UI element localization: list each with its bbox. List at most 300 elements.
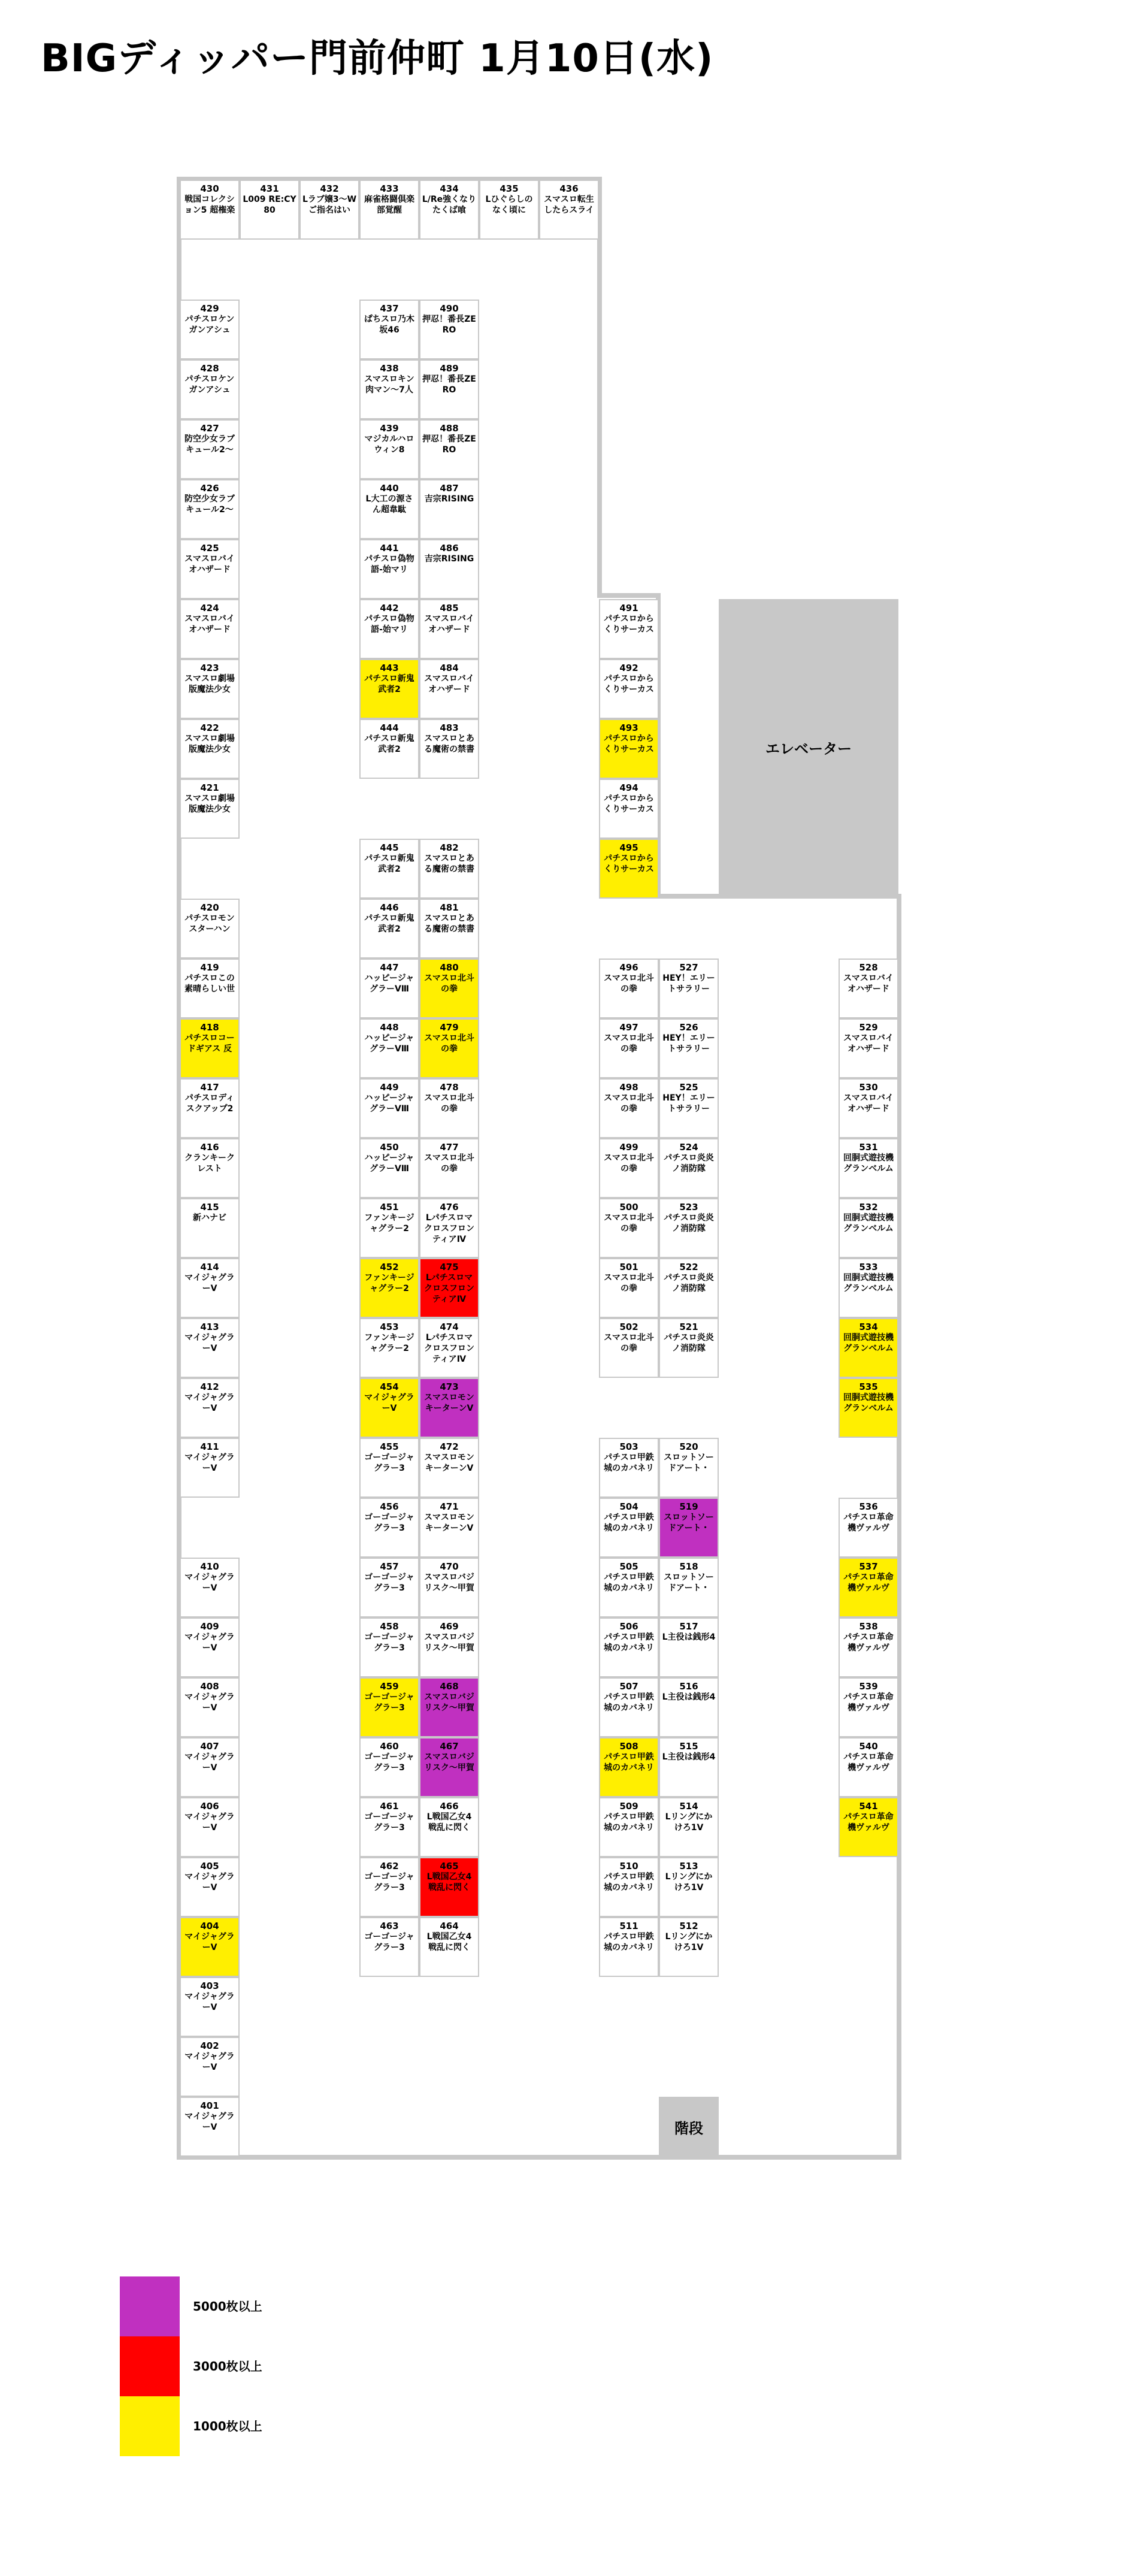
machine-name: L主役は銭形4: [662, 1632, 716, 1642]
machine-454[interactable]: [359, 1378, 419, 1438]
machine-473[interactable]: [419, 1378, 479, 1438]
machine-name: ゴーゴージャグラー3: [364, 1932, 414, 1952]
machine-number: 531: [859, 1142, 878, 1153]
machine-name: スマスロ北斗の拳: [424, 1153, 474, 1174]
machine-499[interactable]: [599, 1138, 659, 1198]
machine-name: ハッピージャグラーVⅢ: [364, 1033, 414, 1054]
machine-number: 478: [440, 1082, 459, 1093]
machine-404[interactable]: [180, 1917, 240, 1977]
machine-name: マイジャグラーV: [184, 1573, 235, 1593]
machine-451[interactable]: [359, 1198, 419, 1258]
machine-name: パチスロ甲鉄城のカバネリ: [604, 1812, 654, 1833]
machine-name: スマスロモンキーターンV: [424, 1393, 474, 1413]
machine-447[interactable]: [359, 959, 419, 1018]
machine-492[interactable]: [599, 659, 659, 719]
machine-415[interactable]: [180, 1198, 240, 1258]
machine-number: 497: [619, 1022, 638, 1033]
machine-526[interactable]: [659, 1018, 719, 1078]
machine-number: 528: [859, 962, 878, 973]
machine-name: ファンキージャグラー2: [364, 1213, 414, 1233]
machine-number: 461: [380, 1801, 399, 1812]
machine-number: 536: [859, 1501, 878, 1512]
machine-number: 521: [679, 1322, 698, 1332]
machine-471[interactable]: [419, 1498, 479, 1558]
machine-name: マイジャグラーV: [184, 2112, 235, 2132]
machine-483[interactable]: [419, 719, 479, 779]
machine-number: 520: [679, 1441, 698, 1452]
machine-533[interactable]: [839, 1258, 898, 1318]
machine-444[interactable]: [359, 719, 419, 779]
machine-422[interactable]: [180, 719, 240, 779]
machine-name: HEY！エリートサラリー: [662, 1093, 715, 1114]
machine-497[interactable]: [599, 1018, 659, 1078]
machine-number: 529: [859, 1022, 878, 1033]
machine-464[interactable]: [419, 1917, 479, 1977]
machine-number: 456: [380, 1501, 399, 1512]
machine-name: スマスロ転生したらスライ: [544, 195, 594, 215]
machine-428[interactable]: [180, 359, 240, 419]
machine-number: 423: [200, 663, 219, 673]
machine-495[interactable]: [599, 839, 659, 899]
machine-number: 406: [200, 1801, 219, 1812]
machine-480[interactable]: [419, 959, 479, 1018]
machine-name: パチスロ新鬼武者2: [364, 734, 414, 754]
machine-430[interactable]: [180, 180, 240, 240]
machine-418[interactable]: [180, 1018, 240, 1078]
machine-name: スマスロ北斗の拳: [604, 1153, 654, 1174]
machine-446[interactable]: [359, 899, 419, 959]
machine-506[interactable]: [599, 1617, 659, 1677]
machine-number: 488: [440, 423, 459, 434]
machine-number: 494: [619, 782, 638, 793]
machine-532[interactable]: [839, 1198, 898, 1258]
machine-438[interactable]: [359, 359, 419, 419]
machine-name: スマスロとある魔術の禁書: [424, 854, 474, 874]
machine-name: パチスロ革命機ヴァルヴ: [843, 1632, 894, 1653]
machine-487[interactable]: [419, 479, 479, 539]
machine-522[interactable]: [659, 1258, 719, 1318]
machine-name: マイジャグラーV: [184, 1632, 235, 1653]
machine-452[interactable]: [359, 1258, 419, 1318]
machine-name: スロットソードアート・: [664, 1573, 714, 1593]
machine-name: L戦国乙女4 戦乱に閃く: [426, 1812, 472, 1833]
machine-name: マイジャグラーV: [364, 1393, 414, 1413]
machine-number: 439: [380, 423, 399, 434]
machine-number: 517: [679, 1621, 698, 1632]
machine-417[interactable]: [180, 1078, 240, 1138]
machine-name: 回胴式遊技機 グランベルム: [843, 1213, 894, 1233]
machine-number: 466: [440, 1801, 459, 1812]
machine-name: L大工の源さん超韋駄: [365, 494, 413, 515]
machine-524[interactable]: [659, 1138, 719, 1198]
machine-516[interactable]: [659, 1677, 719, 1737]
machine-name: 吉宗RISING: [424, 554, 474, 564]
machine-448[interactable]: [359, 1018, 419, 1078]
machine-455[interactable]: [359, 1438, 419, 1498]
machine-501[interactable]: [599, 1258, 659, 1318]
machine-number: 496: [619, 962, 638, 973]
machine-number: 441: [380, 543, 399, 554]
machine-423[interactable]: [180, 659, 240, 719]
machine-402[interactable]: [180, 2037, 240, 2097]
machine-460[interactable]: [359, 1737, 419, 1797]
machine-459[interactable]: [359, 1677, 419, 1737]
machine-403[interactable]: [180, 1977, 240, 2037]
machine-440[interactable]: [359, 479, 419, 539]
machine-number: 513: [679, 1861, 698, 1871]
machine-number: 537: [859, 1561, 878, 1572]
machine-number: 462: [380, 1861, 399, 1871]
machine-name: パチスロ炎炎ノ消防隊: [664, 1153, 714, 1174]
machine-453[interactable]: [359, 1318, 419, 1378]
machine-512[interactable]: [659, 1917, 719, 1977]
machine-514[interactable]: [659, 1797, 719, 1857]
machine-number: 480: [440, 962, 459, 973]
machine-481[interactable]: [419, 899, 479, 959]
machine-429[interactable]: [180, 300, 240, 359]
machine-457[interactable]: [359, 1558, 419, 1617]
machine-530[interactable]: [839, 1078, 898, 1138]
machine-number: 415: [200, 1202, 219, 1213]
machine-434[interactable]: [419, 180, 479, 240]
machine-number: 524: [679, 1142, 698, 1153]
machine-541[interactable]: [839, 1797, 898, 1857]
elevator: [719, 599, 898, 896]
machine-number: 407: [200, 1741, 219, 1752]
machine-name: 押忍！番長ZERO: [422, 434, 476, 455]
machine-461[interactable]: [359, 1797, 419, 1857]
machine-number: 498: [619, 1082, 638, 1093]
machine-name: パチスロケンガンアシュ: [184, 315, 235, 335]
machine-408[interactable]: [180, 1677, 240, 1737]
machine-416[interactable]: [180, 1138, 240, 1198]
machine-number: 525: [679, 1082, 698, 1093]
machine-450[interactable]: [359, 1138, 419, 1198]
machine-number: 489: [440, 363, 459, 374]
machine-503[interactable]: [599, 1438, 659, 1498]
machine-number: 447: [380, 962, 399, 973]
machine-name: 押忍！番長ZERO: [422, 374, 476, 395]
machine-name: L戦国乙女4 戦乱に閃く: [426, 1932, 472, 1952]
machine-number: 511: [619, 1921, 638, 1931]
machine-535[interactable]: [839, 1378, 898, 1438]
machine-number: 426: [200, 483, 219, 494]
machine-name: パチスロ新鬼武者2: [364, 854, 414, 874]
machine-485[interactable]: [419, 599, 479, 659]
machine-507[interactable]: [599, 1677, 659, 1737]
machine-509[interactable]: [599, 1797, 659, 1857]
machine-534[interactable]: [839, 1318, 898, 1378]
machine-413[interactable]: [180, 1318, 240, 1378]
machine-409[interactable]: [180, 1617, 240, 1677]
machine-number: 503: [619, 1441, 638, 1452]
machine-425[interactable]: [180, 539, 240, 599]
machine-468[interactable]: [419, 1677, 479, 1737]
machine-name: 回胴式遊技機 グランベルム: [843, 1273, 894, 1293]
machine-539[interactable]: [839, 1677, 898, 1737]
machine-number: 540: [859, 1741, 878, 1752]
machine-number: 522: [679, 1262, 698, 1272]
machine-412[interactable]: [180, 1378, 240, 1438]
machine-number: 433: [380, 183, 399, 194]
machine-number: 485: [440, 603, 459, 613]
machine-493[interactable]: [599, 719, 659, 779]
machine-number: 514: [679, 1801, 698, 1812]
machine-name: 戦国コレクション5 超権楽: [184, 195, 235, 215]
machine-number: 418: [200, 1022, 219, 1033]
machine-511[interactable]: [599, 1917, 659, 1977]
machine-449[interactable]: [359, 1078, 419, 1138]
machine-518[interactable]: [659, 1558, 719, 1617]
machine-510[interactable]: [599, 1857, 659, 1917]
machine-469[interactable]: [419, 1617, 479, 1677]
machine-517[interactable]: [659, 1617, 719, 1677]
machine-463[interactable]: [359, 1917, 419, 1977]
machine-536[interactable]: [839, 1498, 898, 1558]
machine-410[interactable]: [180, 1558, 240, 1617]
machine-number: 481: [440, 902, 459, 913]
machine-name: マイジャグラーV: [184, 1992, 235, 2012]
machine-472[interactable]: [419, 1438, 479, 1498]
machine-name: 防空少女ラブキュール2～: [184, 434, 235, 455]
machine-439[interactable]: [359, 419, 419, 479]
machine-527[interactable]: [659, 959, 719, 1018]
machine-number: 408: [200, 1681, 219, 1692]
machine-name: パチスロケンガンアシュ: [184, 374, 235, 395]
machine-479[interactable]: [419, 1018, 479, 1078]
machine-number: 463: [380, 1921, 399, 1931]
machine-name: ハッピージャグラーVⅢ: [364, 1093, 414, 1114]
machine-name: マイジャグラーV: [184, 1692, 235, 1713]
legend-label-low: 1000枚以上: [193, 2419, 262, 2433]
machine-number: 518: [679, 1561, 698, 1572]
machine-name: パチスロ革命機ヴァルヴ: [843, 1513, 894, 1533]
machine-496[interactable]: [599, 959, 659, 1018]
machine-421[interactable]: [180, 779, 240, 839]
machine-name: パチスロ甲鉄城のカバネリ: [604, 1752, 654, 1773]
machine-433[interactable]: [359, 180, 419, 240]
machine-number: 464: [440, 1921, 459, 1931]
machine-name: パチスロ甲鉄城のカバネリ: [604, 1513, 654, 1533]
machine-502[interactable]: [599, 1318, 659, 1378]
machine-name: 新ハナビ: [193, 1213, 226, 1223]
machine-478[interactable]: [419, 1078, 479, 1138]
machine-401[interactable]: [180, 2097, 240, 2157]
machine-number: 428: [200, 363, 219, 374]
machine-number: 490: [440, 303, 459, 314]
machine-470[interactable]: [419, 1558, 479, 1617]
machine-519[interactable]: [659, 1498, 719, 1558]
machine-number: 541: [859, 1801, 878, 1812]
machine-number: 419: [200, 962, 219, 973]
machine-name: ファンキージャグラー2: [364, 1273, 414, 1293]
machine-407[interactable]: [180, 1737, 240, 1797]
machine-name: スマスロバイオハザード: [843, 1093, 894, 1114]
machine-443[interactable]: [359, 659, 419, 719]
machine-number: 530: [859, 1082, 878, 1093]
machine-462[interactable]: [359, 1857, 419, 1917]
machine-name: スロットソードアート・: [664, 1513, 714, 1533]
machine-436[interactable]: [539, 180, 599, 240]
machine-name: L主役は銭形4: [662, 1752, 716, 1762]
machine-name: LパチスロマクロスフロンティアⅣ: [424, 1273, 474, 1304]
machine-426[interactable]: [180, 479, 240, 539]
machine-number: 409: [200, 1621, 219, 1632]
machine-number: 495: [619, 842, 638, 853]
machine-name: パチスロ甲鉄城のカバネリ: [604, 1932, 654, 1952]
machine-420[interactable]: [180, 899, 240, 959]
machine-484[interactable]: [419, 659, 479, 719]
machine-name: マイジャグラーV: [184, 1932, 235, 1952]
machine-529[interactable]: [839, 1018, 898, 1078]
legend-label-mid: 3000枚以上: [193, 2359, 262, 2374]
machine-445[interactable]: [359, 839, 419, 899]
machine-435[interactable]: [479, 180, 539, 240]
machine-name: パチスロ革命機ヴァルヴ: [843, 1812, 894, 1833]
machine-number: 526: [679, 1022, 698, 1033]
machine-number: 450: [380, 1142, 399, 1153]
machine-name: HEY！エリートサラリー: [662, 973, 715, 994]
machine-513[interactable]: [659, 1857, 719, 1917]
machine-467[interactable]: [419, 1737, 479, 1797]
machine-number: 516: [679, 1681, 698, 1692]
machine-number: 417: [200, 1082, 219, 1093]
machine-number: 452: [380, 1262, 399, 1272]
machine-490[interactable]: [419, 300, 479, 359]
machine-number: 468: [440, 1681, 459, 1692]
machine-419[interactable]: [180, 959, 240, 1018]
machine-520[interactable]: [659, 1438, 719, 1498]
machine-number: 454: [380, 1381, 399, 1392]
machine-number: 411: [200, 1441, 219, 1452]
machine-number: 437: [380, 303, 399, 314]
machine-name: パチスロ甲鉄城のカバネリ: [604, 1632, 654, 1653]
machine-number: 479: [440, 1022, 459, 1033]
floor-wall-bottom: [177, 2155, 901, 2160]
machine-number: 420: [200, 902, 219, 913]
machine-431[interactable]: [240, 180, 299, 240]
machine-number: 507: [619, 1681, 638, 1692]
machine-488[interactable]: [419, 419, 479, 479]
machine-name: パチスロ偽物語-始マリ: [364, 614, 414, 634]
machine-441[interactable]: [359, 539, 419, 599]
machine-name: スマスロ北斗の拳: [604, 1273, 654, 1293]
machine-528[interactable]: [839, 959, 898, 1018]
machine-458[interactable]: [359, 1617, 419, 1677]
machine-456[interactable]: [359, 1498, 419, 1558]
machine-name: スマスロ北斗の拳: [424, 1093, 474, 1114]
machine-name: スマスロ劇場版魔法少女: [184, 794, 235, 814]
machine-number: 401: [200, 2100, 219, 2111]
machine-411[interactable]: [180, 1438, 240, 1498]
machine-number: 421: [200, 782, 219, 793]
machine-number: 539: [859, 1681, 878, 1692]
machine-name: パチスロコードギアス 反: [184, 1033, 235, 1054]
machine-number: 457: [380, 1561, 399, 1572]
machine-540[interactable]: [839, 1737, 898, 1797]
machine-name: L主役は銭形4: [662, 1692, 716, 1702]
machine-name: スマスロとある魔術の禁書: [424, 914, 474, 934]
machine-name: パチスロ甲鉄城のカバネリ: [604, 1692, 654, 1713]
page-title: BIGディッパー門前仲町 1月10日(水): [41, 37, 714, 81]
machine-name: パチスロ新鬼武者2: [364, 914, 414, 934]
machine-406[interactable]: [180, 1797, 240, 1857]
machine-475[interactable]: [419, 1258, 479, 1318]
machine-465[interactable]: [419, 1857, 479, 1917]
machine-538[interactable]: [839, 1617, 898, 1677]
machine-name: ゴーゴージャグラー3: [364, 1453, 414, 1473]
machine-498[interactable]: [599, 1078, 659, 1138]
machine-437[interactable]: [359, 300, 419, 359]
machine-482[interactable]: [419, 839, 479, 899]
machine-424[interactable]: [180, 599, 240, 659]
machine-405[interactable]: [180, 1857, 240, 1917]
machine-name: パチスロ甲鉄城のカバネリ: [604, 1453, 654, 1473]
machine-name: パチスロからくりサーカス: [604, 614, 654, 634]
machine-432[interactable]: [299, 180, 359, 240]
machine-489[interactable]: [419, 359, 479, 419]
machine-537[interactable]: [839, 1558, 898, 1617]
machine-number: 532: [859, 1202, 878, 1213]
machine-476[interactable]: [419, 1198, 479, 1258]
machine-521[interactable]: [659, 1318, 719, 1378]
machine-name: パチスロこの素晴らしい世: [184, 973, 235, 994]
machine-505[interactable]: [599, 1558, 659, 1617]
machine-525[interactable]: [659, 1078, 719, 1138]
machine-number: 533: [859, 1262, 878, 1272]
machine-508[interactable]: [599, 1737, 659, 1797]
machine-number: 476: [440, 1202, 459, 1213]
machine-504[interactable]: [599, 1498, 659, 1558]
machine-number: 458: [380, 1621, 399, 1632]
machine-523[interactable]: [659, 1198, 719, 1258]
machine-491[interactable]: [599, 599, 659, 659]
machine-name: スマスロバイオハザード: [843, 973, 894, 994]
machine-name: スマスロ北斗の拳: [424, 973, 474, 994]
machine-number: 414: [200, 1262, 219, 1272]
machine-name: マジカルハロウィン8: [364, 434, 414, 455]
machine-name: 回胴式遊技機 グランベルム: [843, 1333, 894, 1353]
machine-414[interactable]: [180, 1258, 240, 1318]
machine-number: 443: [380, 663, 399, 673]
machine-427[interactable]: [180, 419, 240, 479]
machine-466[interactable]: [419, 1797, 479, 1857]
machine-name: 回胴式遊技機 グランベルム: [843, 1393, 894, 1413]
machine-486[interactable]: [419, 539, 479, 599]
machine-name: Lラブ嬢3～Wご指名はい: [302, 195, 357, 215]
machine-500[interactable]: [599, 1198, 659, 1258]
machine-474[interactable]: [419, 1318, 479, 1378]
machine-number: 527: [679, 962, 698, 973]
machine-number: 502: [619, 1322, 638, 1332]
machine-531[interactable]: [839, 1138, 898, 1198]
machine-name: マイジャグラーV: [184, 1273, 235, 1293]
machine-number: 405: [200, 1861, 219, 1871]
machine-442[interactable]: [359, 599, 419, 659]
machine-name: Lリングにかけろ1V: [665, 1932, 713, 1952]
machine-number: 444: [380, 722, 399, 733]
machine-name: マイジャグラーV: [184, 2052, 235, 2072]
machine-name: パチスロ革命機ヴァルヴ: [843, 1692, 894, 1713]
machine-494[interactable]: [599, 779, 659, 839]
machine-515[interactable]: [659, 1737, 719, 1797]
machine-name: スロットソードアート・: [664, 1453, 714, 1473]
machine-name: スマスロとある魔術の禁書: [424, 734, 474, 754]
machine-477[interactable]: [419, 1138, 479, 1198]
machine-name: スマスロバイオハザード: [184, 554, 235, 575]
machine-number: 519: [679, 1501, 698, 1512]
machine-number: 508: [619, 1741, 638, 1752]
